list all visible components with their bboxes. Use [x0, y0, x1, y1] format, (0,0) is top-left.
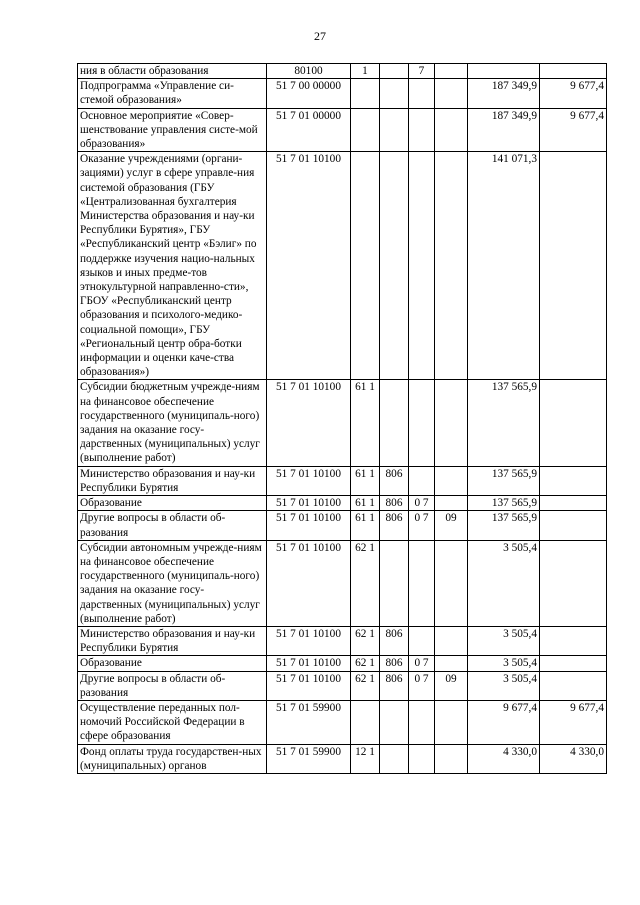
subsection-code	[435, 79, 468, 108]
amount-total: 3 505,4	[468, 626, 540, 655]
amount-total: 187 349,9	[468, 108, 540, 152]
table-row	[78, 496, 607, 511]
target-code: 51 7 01 00000	[267, 108, 351, 152]
item-name: Осуществление переданных пол-номочий Российской Федерации в сфере образования	[78, 700, 267, 744]
amount-total: 3 505,4	[468, 540, 540, 626]
section-code	[409, 380, 435, 466]
subsection-code	[435, 626, 468, 655]
target-code: 51 7 01 10100	[267, 466, 351, 495]
item-name: Министерство образования и нау-ки Республики Бурятия	[78, 626, 267, 655]
subsection-code	[435, 700, 468, 744]
amount-federal	[540, 64, 607, 79]
amount-federal: 9 677,4	[540, 108, 607, 152]
item-name: Основное мероприятие «Совер-шенствование управления систе-мой образования»	[78, 108, 267, 152]
table-row	[78, 466, 607, 495]
expense-type	[351, 700, 380, 744]
item-name: Субсидии автономным учрежде-ниям на финансовое обеспечение государственного (муниципаль-ного) задания на оказание госу-дарственных (муниципальных) услуг (выполнение работ)	[78, 540, 267, 626]
ministry-code	[380, 152, 409, 380]
amount-total	[468, 64, 540, 79]
item-name: Другие вопросы в области об-разования	[78, 671, 267, 700]
ministry-code: 806	[380, 671, 409, 700]
amount-total: 141 071,3	[468, 152, 540, 380]
amount-federal	[540, 496, 607, 511]
expense-type: 61 1	[351, 511, 380, 540]
amount-federal	[540, 466, 607, 495]
subsection-code: 09	[435, 671, 468, 700]
expense-type: 62 1	[351, 671, 380, 700]
expense-type: 62 1	[351, 540, 380, 626]
subsection-code	[435, 64, 468, 79]
item-name: ния в области образования	[78, 64, 267, 79]
ministry-code: 806	[380, 466, 409, 495]
amount-federal	[540, 152, 607, 380]
table-row	[78, 380, 607, 466]
expense-type: 61 1	[351, 496, 380, 511]
section-code	[409, 152, 435, 380]
subsection-code: 09	[435, 511, 468, 540]
amount-total: 137 565,9	[468, 466, 540, 495]
table-row	[78, 540, 607, 626]
target-code: 51 7 01 59900	[267, 744, 351, 773]
amount-federal: 4 330,0	[540, 744, 607, 773]
subsection-code	[435, 540, 468, 626]
item-name: Образование	[78, 656, 267, 671]
amount-federal	[540, 671, 607, 700]
target-code: 80100	[267, 64, 351, 79]
page-number: 27	[314, 29, 326, 43]
amount-federal	[540, 626, 607, 655]
item-name: Подпрограмма «Управление си-стемой образования»	[78, 79, 267, 108]
amount-federal: 9 677,4	[540, 79, 607, 108]
subsection-code	[435, 744, 468, 773]
ministry-code	[380, 79, 409, 108]
target-code: 51 7 01 10100	[267, 511, 351, 540]
expense-type	[351, 152, 380, 380]
subsection-code	[435, 108, 468, 152]
section-code: 0 7	[409, 496, 435, 511]
section-code	[409, 79, 435, 108]
target-code: 51 7 01 10100	[267, 671, 351, 700]
budget-table	[77, 63, 607, 774]
ministry-code: 806	[380, 496, 409, 511]
amount-total: 137 565,9	[468, 511, 540, 540]
amount-federal	[540, 380, 607, 466]
item-name: Субсидии бюджетным учрежде-ниям на финансовое обеспечение государственного (муниципаль-ного) задания на оказание госу-дарственных (муниципальных) услуг (выполнение работ)	[78, 380, 267, 466]
target-code: 51 7 01 10100	[267, 540, 351, 626]
subsection-code	[435, 380, 468, 466]
table-row	[78, 656, 607, 671]
target-code: 51 7 01 10100	[267, 152, 351, 380]
expense-type: 62 1	[351, 656, 380, 671]
table-row	[78, 626, 607, 655]
item-name: Образование	[78, 496, 267, 511]
section-code	[409, 700, 435, 744]
expense-type: 61 1	[351, 466, 380, 495]
section-code	[409, 540, 435, 626]
amount-total: 137 565,9	[468, 380, 540, 466]
subsection-code	[435, 152, 468, 380]
amount-total: 3 505,4	[468, 671, 540, 700]
amount-total: 187 349,9	[468, 79, 540, 108]
target-code: 51 7 01 59900	[267, 700, 351, 744]
expense-type: 12 1	[351, 744, 380, 773]
table-row	[78, 744, 607, 773]
table-row	[78, 152, 607, 380]
amount-federal	[540, 656, 607, 671]
item-name: Оказание учреждениями (органи-зациями) услуг в сфере управле-ния системой образования (ГБУ «Централизованная бухгалтерия Министерства образования и нау-ки Республики Бурятия», ГБУ «Республиканский центр «Бэлиг» по поддержке изучения нацио-нальных языков и иных предме-тов этнокультурной направленно-сти», ГБОУ «Республиканский центр образования и психолого-медико-социальной помощи», ГБУ «Региональный центр обра-ботки информации и оценки каче-ства образования»)	[78, 152, 267, 380]
table-row	[78, 108, 607, 152]
target-code: 51 7 01 10100	[267, 496, 351, 511]
expense-type	[351, 79, 380, 108]
ministry-code: 806	[380, 656, 409, 671]
section-code	[409, 744, 435, 773]
expense-type: 1	[351, 64, 380, 79]
amount-total: 9 677,4	[468, 700, 540, 744]
target-code: 51 7 01 10100	[267, 626, 351, 655]
amount-total: 137 565,9	[468, 496, 540, 511]
section-code	[409, 108, 435, 152]
target-code: 51 7 01 10100	[267, 380, 351, 466]
expense-type: 62 1	[351, 626, 380, 655]
table-row	[78, 511, 607, 540]
item-name: Фонд оплаты труда государствен-ных (муниципальных) органов	[78, 744, 267, 773]
expense-type: 61 1	[351, 380, 380, 466]
target-code: 51 7 01 10100	[267, 656, 351, 671]
table-row	[78, 700, 607, 744]
section-code: 0 7	[409, 671, 435, 700]
amount-total: 4 330,0	[468, 744, 540, 773]
amount-federal: 9 677,4	[540, 700, 607, 744]
table-row	[78, 64, 607, 79]
subsection-code	[435, 496, 468, 511]
amount-federal	[540, 511, 607, 540]
section-code	[409, 466, 435, 495]
ministry-code	[380, 108, 409, 152]
item-name: Другие вопросы в области об-разования	[78, 511, 267, 540]
section-code: 0 7	[409, 511, 435, 540]
subsection-code	[435, 656, 468, 671]
ministry-code	[380, 540, 409, 626]
subsection-code	[435, 466, 468, 495]
expense-type	[351, 108, 380, 152]
section-code: 0 7	[409, 656, 435, 671]
target-code: 51 7 00 00000	[267, 79, 351, 108]
section-code	[409, 626, 435, 655]
table-row	[78, 79, 607, 108]
amount-total: 3 505,4	[468, 656, 540, 671]
ministry-code: 806	[380, 511, 409, 540]
ministry-code	[380, 380, 409, 466]
ministry-code	[380, 700, 409, 744]
ministry-code	[380, 64, 409, 79]
ministry-code	[380, 744, 409, 773]
section-code: 7	[409, 64, 435, 79]
ministry-code: 806	[380, 626, 409, 655]
item-name: Министерство образования и нау-ки Республики Бурятия	[78, 466, 267, 495]
amount-federal	[540, 540, 607, 626]
table-row	[78, 671, 607, 700]
